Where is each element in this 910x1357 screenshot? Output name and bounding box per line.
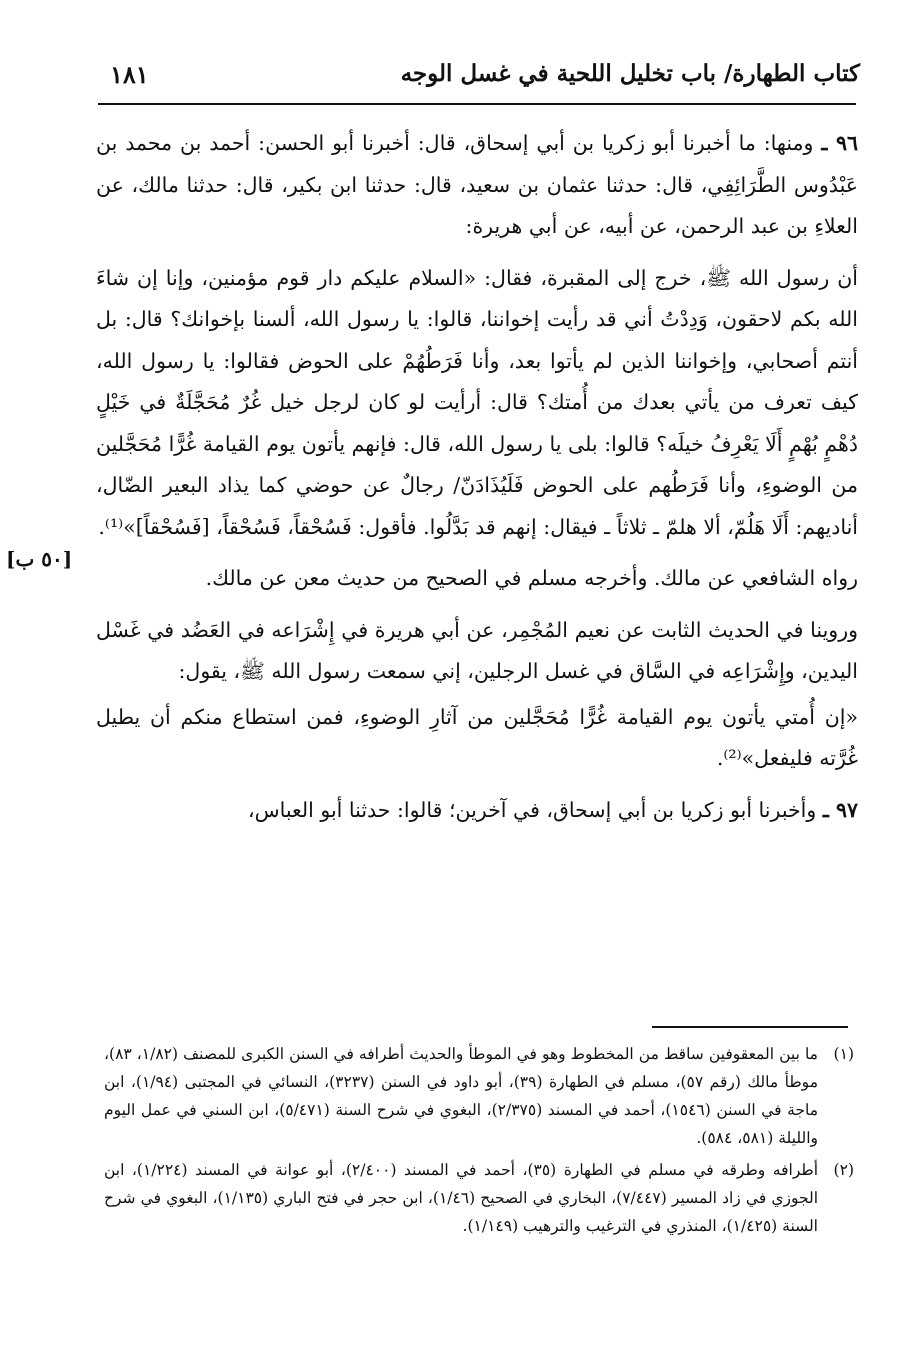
footnote-number: (٢)	[833, 1161, 854, 1179]
footnote-number: (١)	[833, 1045, 854, 1063]
paragraph-text: «إن أُمتي يأتون يوم القيامة غُرًّا مُحَجَّلين من آثارِ الوضوءِ، فمن استطاع منكم أن يطيل غُرَّته فليفعل»⁽²⁾.	[96, 704, 858, 770]
footnote-text: ما بين المعقوفين ساقط من المخطوط وهو في الموطأ والحديث أطرافه في السنن الكبرى للمصنف (١/٨٢، ٨٣)، موطأ مالك (رقم ٥٧)، مسلم في الطهارة (٣٩)، أبو داود في السنن (٣٢٣٧)، النسائي في المجتبى (١/٩٤)، ابن ماجة في السنن (١٥٤٦)، أحمد في المسند (٢/٣٧٥)، البغوي في شرح السنة (٥/٤٧١)، ابن السني في عمل اليوم والليلة (٥٨١، ٥٨٤).	[104, 1045, 818, 1147]
hadith-paragraph	[96, 258, 858, 549]
header-divider	[98, 103, 856, 105]
paragraph-text: وأخبرنا أبو زكريا بن أبي إسحاق، في آخرين؛ قالوا: حدثنا أبو العباس،	[247, 797, 817, 822]
commentary-paragraph	[96, 610, 858, 693]
paragraph-text: وروينا في الحديث الثابت عن نعيم المُجْمِر، عن أبي هريرة في إِشْرَاعه في العَضُد في غَسْل اليدين، وإِشْرَاعِه في السَّاق في غسل الرجلين، إني سمعت رسول الله ﷺ، يقول:	[96, 617, 858, 683]
paragraph-text: أن رسول الله ﷺ، خرج إلى المقبرة، فقال: «السلام عليكم دار قوم مؤمنين، وإنا إن شاءَ الله بكم لاحقون، وَدِدْتُ أني قد رأيت إخواننا، قالوا: يا رسول الله، ألسنا بإخوانك؟ قال: بل أنتم أصحابي، وإخواننا الذين لم يأتوا بعد، وأنا فَرَطُهُمْ على الحوض فقالوا: يا رسول الله، كيف تعرف من يأتي بعدك من أُمتك؟ قال: أرأيت لو كان لرجل خيل غُرٌ مُحَجَّلَةٌ في خَيْلٍ دُهْمٍ بُهْمٍ أَلَا يَعْرِفُ خيلَه؟ قالوا: بلى يا رسول الله، قال: فإنهم يأتون يوم القيامة غُرًّا مُحَجَّلين من الوضوءِ، وأنا فَرَطُهم على الحوض فَلَيُذَادَنّ/ رجالٌ عن حوضي كما يذاد البعير الضّال، أناديهم: أَلَا هَلُمّ، ألا هلمّ ـ ثلاثاً ـ فيقال: إنهم قد بَدَّلُوا. فأقول: فَسُحْقاً، فَسُحْقاً، [فَسُحْقاً]»⁽¹⁾.	[96, 265, 858, 539]
commentary-paragraph	[96, 558, 858, 600]
hadith-number: ٩٧ ـ	[822, 797, 858, 822]
hadith-paragraph	[96, 123, 858, 248]
page-number: ١٨١	[110, 60, 149, 89]
footnote-text: أطرافه وطرقه في مسلم في الطهارة (٣٥)، أحمد في المسند (٢/٤٠٠)، أبو عوانة في المسند (١/٢٢٤)، ابن الجوزي في زاد المسير (٧/٤٤٧)، البخاري في الصحيح (١/٤٦)، ابن حجر في فتح الباري (١/١٣٥)، البغوي في شرح السنة (١/٤٢٥)، المنذري في الترغيب والترهيب (١/١٤٩).	[104, 1161, 819, 1235]
paragraph-text: رواه الشافعي عن مالك. وأخرجه مسلم في الصحيح من حديث معن عن مالك.	[205, 566, 858, 590]
quote-paragraph	[96, 697, 858, 780]
footnote	[104, 1040, 854, 1152]
chapter-title: كتاب الطهارة/ باب تخليل اللحية في غسل الوجه	[400, 60, 860, 87]
main-text	[96, 123, 858, 841]
running-header	[90, 58, 860, 102]
footnote-divider	[652, 1026, 848, 1028]
footnotes	[104, 1040, 854, 1244]
paragraph-text: ومنها: ما أخبرنا أبو زكريا بن أبي إسحاق، قال: أخبرنا أبو الحسن: أحمد بن محمد بن عَبْدُوس الطَّرَائِفِي، قال: حدثنا عثمان بن سعيد، قال: حدثنا ابن بكير، قال: حدثنا مالك، عن العلاءِ بن عبد الرحمن، عن أبيه، عن أبي هريرة:	[96, 131, 858, 238]
footnote	[104, 1156, 854, 1240]
hadith-paragraph	[96, 790, 858, 832]
manuscript-folio-marker: [٥٠ ب]	[6, 547, 73, 571]
hadith-number: ٩٦ ـ	[821, 131, 858, 155]
